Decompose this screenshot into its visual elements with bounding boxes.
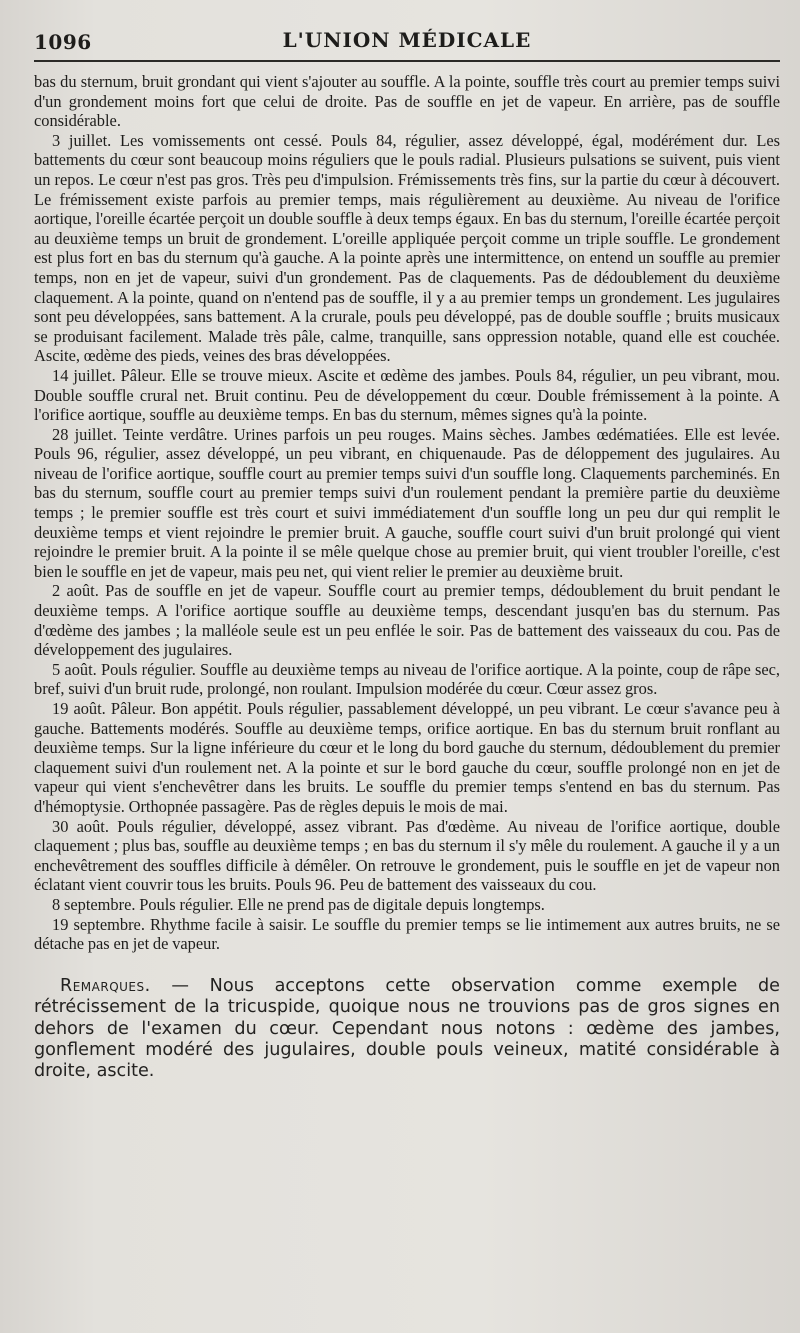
paragraph-july-14: 14 juillet. Pâleur. Elle se trouve mieux. Ascite et œdème des jambes. Pouls 84, régulier, un peu vibrant, mou. Double souffle crural net. Bruit continu. Peu de développement du cœur. Double frémissement à la pointe. A l'orifice aortique, souffle au deuxième temps. En bas du sternum, mêmes signes qu'à la pointe. bbox=[34, 365, 780, 425]
remarks-label: Remarques. bbox=[60, 975, 151, 996]
paragraph-august-30: 30 août. Pouls régulier, développé, assez vibrant. Pas d'œdème. Au niveau de l'orifice aortique, double claquement ; plus bas, souffle au deuxième temps ; en bas du sternum il s'y mêle du roulement. A gauche il y a un enchevêtrement des souffles difficile à démêler. On retrouve le grondement, puis le souffle en jet de vapeur non éclatant vient couvrir tous les bruits. Pouls 96. Peu de battement des vaisseaux du cou. bbox=[34, 816, 780, 895]
body-text bbox=[34, 72, 780, 954]
paragraph-august-19: 19 août. Pâleur. Bon appétit. Pouls régulier, passablement développé, un peu vibrant. Le cœur s'avance peu à gauche. Battements modérés. Souffle au deuxième temps, orifice aortique. En bas du sternum bruit ronflant au deuxième temps. Sur la ligne inférieure du cœur et le long du bord gauche du sternum, dédoublement du premier claquement suivi d'un roulement net. A la pointe et sur le bord gauche du cœur, souffle prolongé non en jet de vapeur qui vient s'enchevêtrer dans les bruits. Le souffle du premier temps s'entend en bas du sternum. Pas d'hémoptysie. Orthopnée passagère. Pas de règles depuis le mois de mai. bbox=[34, 699, 780, 816]
paragraph-september-19: 19 septembre. Rhythme facile à saisir. Le souffle du premier temps se lie intimement aux autres bruits, ne se détache pas en jet de vapeur. bbox=[34, 914, 780, 954]
running-head: L'UNION MÉDICALE bbox=[282, 28, 532, 52]
paragraph-july-28: 28 juillet. Teinte verdâtre. Urines parfois un peu rouges. Mains sèches. Jambes œdématiées. Elle est levée. Pouls 96, régulier, assez développé, un peu vibrant, en chiquenaude. Pas de déloppement des jugulaires. Au niveau de l'orifice aortique, souffle court au premier temps suivi d'un souffle long. Claquements parcheminés. En bas du sternum, souffle court au premier temps suivi d'un roulement pendant la première partie du deuxième temps ; le premier souffle est très court et suivi immédiatement d'un souffle long un peu dur qui remplit le deuxième temps et vient rejoindre le premier bruit. A gauche, souffle court suivi d'un bruit prolongé qui vient rejoindre le premier bruit. A la pointe il se mêle quelque chose au premier bruit, qui vient troubler l'oreille, c'est bien le souffle en jet de vapeur, mais peu net, qui vient relier le premier au deuxième bruit. bbox=[34, 424, 780, 581]
paragraph-august-2: 2 août. Pas de souffle en jet de vapeur. Souffle court au premier temps, dédoublement du bruit pendant le deuxième temps. A l'orifice aortique souffle au deuxième temps, descendant jusqu'en bas du sternum. Pas d'œdème des jambes ; la malléole seule est un peu enflée le soir. Pas de battement des vaisseaux du cou. Pas de développement des jugulaires. bbox=[34, 581, 780, 660]
paragraph-august-5: 5 août. Pouls régulier. Souffle au deuxième temps au niveau de l'orifice aortique. A la pointe, coup de râpe sec, bref, suivi d'un bruit rude, prolongé, non roulant. Impulsion modérée du cœur. Cœur assez gros. bbox=[34, 659, 780, 699]
paragraph-continuation: bas du sternum, bruit grondant qui vient s'ajouter au souffle. A la pointe, souffle très court au premier temps suivi d'un grondement moins fort que celui de droite. Pas de souffle en jet de vapeur. En arrière, pas de souffle considérable. bbox=[34, 72, 780, 131]
page-number: 1096 bbox=[34, 30, 92, 54]
remarks-text: — Nous acceptons cette observation comme exemple de rétrécissement de la tricuspide, quoique nous ne trouvions pas de gros signes en dehors de l'examen du cœur. Cependant nous notons : œdème des jambes, gonflement modéré des jugulaires, double pouls veineux, matité considérable à droite, ascite. bbox=[34, 975, 780, 1082]
page-header bbox=[34, 22, 780, 62]
paragraph-september-8: 8 septembre. Pouls régulier. Elle ne prend pas de digitale depuis longtemps. bbox=[52, 894, 545, 914]
remarks-paragraph bbox=[34, 976, 780, 1083]
paragraph-july-3: 3 juillet. Les vomissements ont cessé. Pouls 84, régulier, assez développé, égal, modérément dur. Les battements du cœur sont beaucoup moins réguliers que le pouls radial. Plusieurs pulsations se suivent, puis vient un repos. Le cœur n'est pas gros. Très peu d'impulsion. Frémissements très fins, sur la partie du cœur à découvert. Le frémissement existe parfois au premier temps, mais régulièrement au deuxième. Au niveau de l'orifice aortique, l'oreille écartée perçoit un double souffle à deux temps égaux. En bas du sternum, l'oreille écartée perçoit au deuxième temps un bruit de grondement. L'oreille appliquée perçoit comme un triple souffle. Le grondement est plus fort en bas du sternum qu'à gauche. A la pointe après une intermittence, on entend un souffle au premier temps, non en jet de vapeur, suivi d'un grondement. Pas de claquements. Pas de dédoublement du deuxième claquement. A la pointe, quand on n'entend pas de souffle, il y a au premier temps un grondement. Les jugulaires sont peu développées, sans battement. A la crurale, pouls peu développé, pas de double souffle ; bruits musicaux se produisant facilement. Malade très pâle, calme, tranquille, sans oppression notable, quand elle est couchée. Ascite, œdème des pieds, veines des bras développées. bbox=[34, 130, 780, 366]
